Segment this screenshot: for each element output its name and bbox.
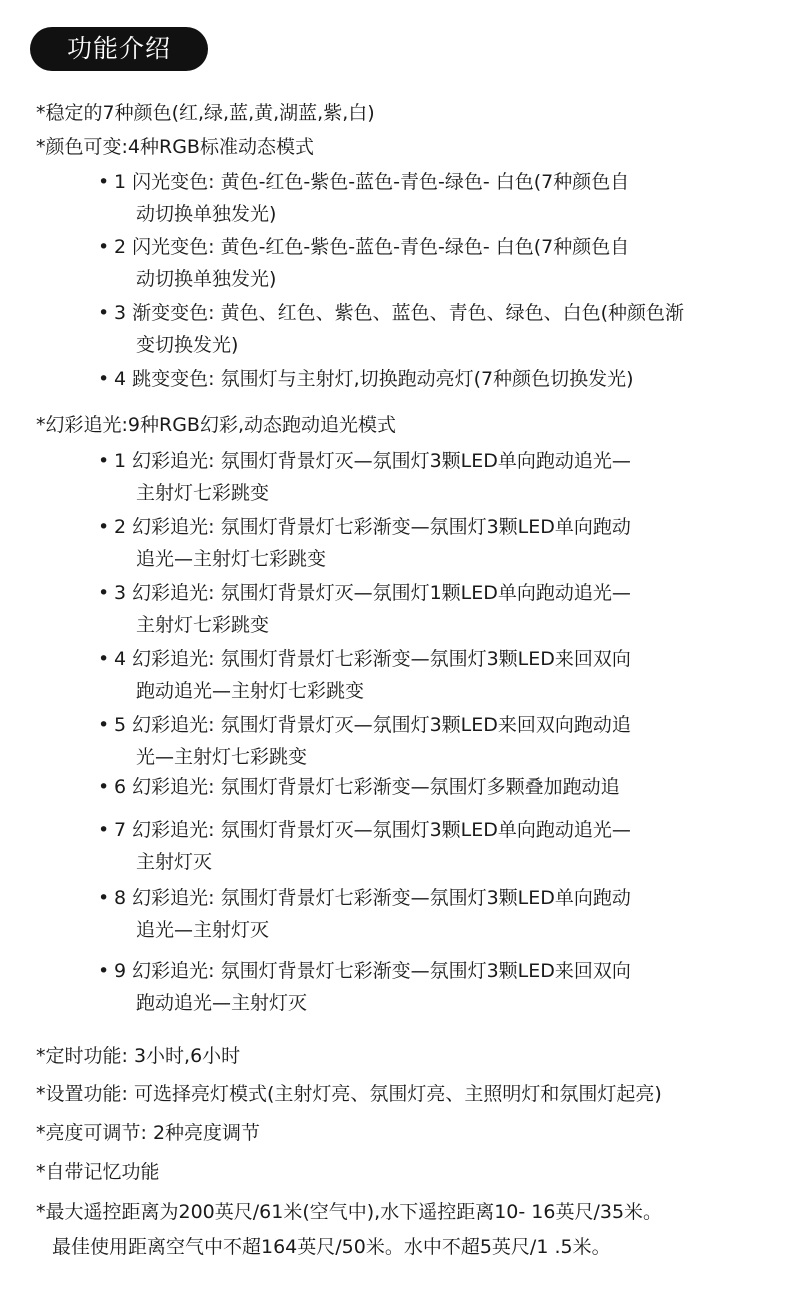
list-item-cont: 跑动追光—主射灯灭 bbox=[136, 992, 308, 1014]
feature-line-memory: *自带记忆功能 bbox=[36, 1161, 160, 1183]
list-item bbox=[98, 363, 634, 395]
feature-line-color-modes: *颜色可变:4种RGB标准动态模式 bbox=[36, 136, 314, 158]
list-item-text: 4 跳变变色: 氛围灯与主射灯,切换跑动亮灯(7种颜色切换发光) bbox=[114, 368, 634, 390]
bullet-icon: • bbox=[98, 450, 110, 472]
list-item-cont: 主射灯灭 bbox=[136, 851, 213, 873]
list-item-text: 1 闪光变色: 黄色-红色-紫色-蓝色-青色-绿色- 白色(7种颜色自 bbox=[114, 171, 630, 193]
list-item-cont: 主射灯七彩跳变 bbox=[136, 614, 270, 636]
list-item-text: 9 幻彩追光: 氛围灯背景灯七彩渐变—氛围灯3颗LED来回双向 bbox=[114, 960, 631, 982]
feature-line-remote-cont: 最佳使用距离空气中不超164英尺/50米。水中不超5英尺/1 .5米。 bbox=[52, 1236, 611, 1258]
feature-line-colors: *稳定的7种颜色(红,绿,蓝,黄,湖蓝,紫,白) bbox=[36, 102, 375, 124]
list-item-text: 4 幻彩追光: 氛围灯背景灯七彩渐变—氛围灯3颗LED来回双向 bbox=[114, 648, 631, 670]
list-item bbox=[98, 445, 631, 509]
bullet-icon: • bbox=[98, 714, 110, 736]
list-item-text: 2 闪光变色: 黄色-红色-紫色-蓝色-青色-绿色- 白色(7种颜色自 bbox=[114, 236, 630, 258]
list-item-text: 1 幻彩追光: 氛围灯背景灯灭—氛围灯3颗LED单向跑动追光— bbox=[114, 450, 631, 472]
list-item-text: 7 幻彩追光: 氛围灯背景灯灭—氛围灯3颗LED单向跑动追光— bbox=[114, 819, 631, 841]
bullet-icon: • bbox=[98, 819, 110, 841]
bullet-icon: • bbox=[98, 302, 110, 324]
list-item bbox=[98, 882, 631, 946]
list-item bbox=[98, 297, 684, 361]
list-item-cont: 跑动追光—主射灯七彩跳变 bbox=[136, 680, 365, 702]
list-item bbox=[98, 771, 620, 803]
list-item-cont: 变切换发光) bbox=[136, 334, 239, 356]
list-item-text: 2 幻彩追光: 氛围灯背景灯七彩渐变—氛围灯3颗LED单向跑动 bbox=[114, 516, 631, 538]
list-item bbox=[98, 814, 631, 878]
page-title: 功能介绍 bbox=[30, 27, 208, 71]
list-item-cont: 光—主射灯七彩跳变 bbox=[136, 746, 308, 768]
list-item-cont: 动切换单独发光) bbox=[136, 203, 277, 225]
list-item-cont: 动切换单独发光) bbox=[136, 268, 277, 290]
list-item bbox=[98, 709, 631, 773]
feature-line-brightness: *亮度可调节: 2种亮度调节 bbox=[36, 1122, 261, 1144]
list-item-cont: 追光—主射灯灭 bbox=[136, 919, 270, 941]
bullet-icon: • bbox=[98, 887, 110, 909]
list-item-text: 8 幻彩追光: 氛围灯背景灯七彩渐变—氛围灯3颗LED单向跑动 bbox=[114, 887, 631, 909]
list-item bbox=[98, 577, 631, 641]
bullet-icon: • bbox=[98, 516, 110, 538]
bullet-icon: • bbox=[98, 960, 110, 982]
list-item-text: 3 幻彩追光: 氛围灯背景灯灭—氛围灯1颗LED单向跑动追光— bbox=[114, 582, 631, 604]
list-item-text: 6 幻彩追光: 氛围灯背景灯七彩渐变—氛围灯多颗叠加跑动追 bbox=[114, 776, 620, 798]
bullet-icon: • bbox=[98, 171, 110, 193]
feature-line-timer: *定时功能: 3小时,6小时 bbox=[36, 1045, 241, 1067]
list-item bbox=[98, 511, 631, 575]
list-item-text: 5 幻彩追光: 氛围灯背景灯灭—氛围灯3颗LED来回双向跑动追 bbox=[114, 714, 631, 736]
list-item-cont: 追光—主射灯七彩跳变 bbox=[136, 548, 327, 570]
list-item bbox=[98, 643, 631, 707]
feature-line-settings: *设置功能: 可选择亮灯模式(主射灯亮、氛围灯亮、主照明灯和氛围灯起亮) bbox=[36, 1083, 662, 1105]
list-item bbox=[98, 955, 631, 1019]
bullet-icon: • bbox=[98, 582, 110, 604]
list-item bbox=[98, 166, 629, 230]
list-item-cont: 主射灯七彩跳变 bbox=[136, 482, 270, 504]
bullet-icon: • bbox=[98, 368, 110, 390]
feature-line-chase-modes: *幻彩追光:9种RGB幻彩,动态跑动追光模式 bbox=[36, 414, 396, 436]
bullet-icon: • bbox=[98, 236, 110, 258]
bullet-icon: • bbox=[98, 648, 110, 670]
list-item bbox=[98, 231, 629, 295]
bullet-icon: • bbox=[98, 776, 110, 798]
list-item-text: 3 渐变变色: 黄色、红色、紫色、蓝色、青色、绿色、白色(种颜色渐 bbox=[114, 302, 684, 324]
feature-line-remote: *最大遥控距离为200英尺/61米(空气中),水下遥控距离10- 16英尺/35米。 bbox=[36, 1201, 663, 1223]
